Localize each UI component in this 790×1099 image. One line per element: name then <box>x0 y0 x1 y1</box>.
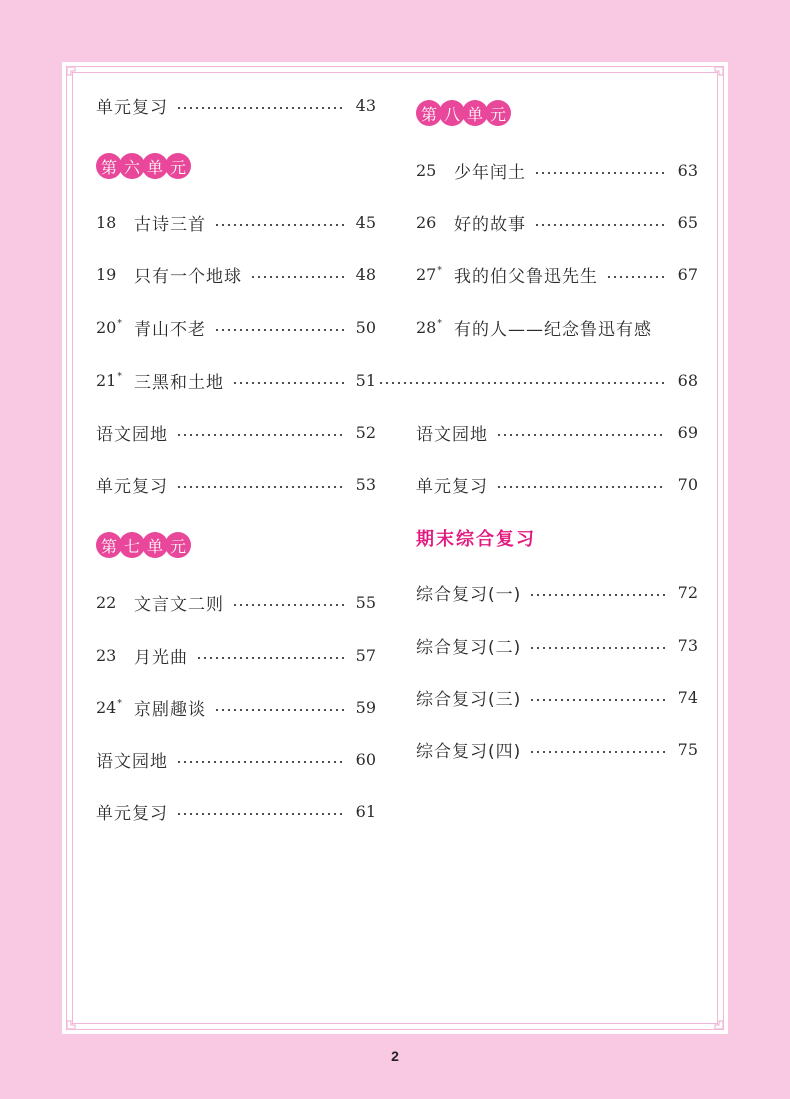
entry-title: 综合复习(四) <box>416 741 522 762</box>
entry-number <box>96 593 134 612</box>
badge-char: 单 <box>142 532 168 558</box>
dot-leader <box>606 276 666 278</box>
entry-page: 43 <box>355 95 376 115</box>
toc-entry[interactable] <box>416 417 698 447</box>
entry-number-text: 19 <box>96 264 117 284</box>
toc-entry[interactable] <box>416 734 698 764</box>
entry-title: 单元复习 <box>416 476 488 497</box>
toc-entry[interactable] <box>96 796 376 826</box>
entry-number <box>96 265 134 284</box>
toc-entry[interactable] <box>96 744 376 774</box>
toc-entry[interactable] <box>416 312 698 342</box>
dot-leader <box>214 709 344 711</box>
entry-page: 45 <box>355 212 376 232</box>
entry-number-text: 21 <box>96 370 117 390</box>
toc-right-column <box>416 0 698 1099</box>
entry-number-text: 22 <box>96 592 117 612</box>
dot-leader <box>250 276 344 278</box>
badge-char: 单 <box>142 153 168 179</box>
toc-entry[interactable] <box>416 259 698 289</box>
dot-leader <box>529 647 665 649</box>
badge-char: 第 <box>96 153 122 179</box>
entry-title: 语文园地 <box>96 424 168 445</box>
toc-entry[interactable] <box>96 587 376 617</box>
dot-leader <box>196 657 344 659</box>
entry-page: 63 <box>677 160 698 180</box>
entry-number <box>96 213 134 232</box>
entry-number <box>96 646 134 665</box>
toc-left-column <box>96 0 376 1099</box>
badge-char: 元 <box>485 100 511 126</box>
badge-char: 单 <box>462 100 488 126</box>
entry-title: 只有一个地球 <box>134 266 242 287</box>
entry-number <box>96 698 134 717</box>
entry-page: 73 <box>677 635 698 655</box>
toc-entry[interactable] <box>96 640 376 670</box>
entry-page: 70 <box>677 474 698 494</box>
entry-page: 55 <box>355 592 376 612</box>
entry-number-text: 26 <box>416 212 437 232</box>
entry-title: 我的伯父鲁迅先生 <box>454 266 598 287</box>
toc-entry[interactable] <box>96 259 376 289</box>
entry-title: 少年闰土 <box>454 162 526 183</box>
entry-title: 京剧趣谈 <box>134 699 206 720</box>
entry-title: 综合复习(三) <box>416 689 522 710</box>
entry-number-text: 28 <box>416 317 437 337</box>
entry-page: 60 <box>355 749 376 769</box>
toc-entry[interactable] <box>416 630 698 660</box>
dot-leader <box>176 813 344 815</box>
badge-char: 第 <box>416 100 442 126</box>
entry-page: 68 <box>677 370 698 390</box>
entry-page: 67 <box>677 264 698 284</box>
entry-page: 52 <box>355 422 376 442</box>
entry-title: 单元复习 <box>96 476 168 497</box>
entry-page: 48 <box>355 264 376 284</box>
entry-number-text: 23 <box>96 645 117 665</box>
entry-number-text: 24 <box>96 697 117 717</box>
entry-title: 综合复习(二) <box>416 637 522 658</box>
entry-number <box>96 371 134 390</box>
optional-star-marker: * <box>437 319 442 330</box>
unit6-badge <box>96 150 188 182</box>
dot-leader <box>529 751 665 753</box>
entry-page: 65 <box>677 212 698 232</box>
entry-number <box>96 318 134 337</box>
entry-page: 53 <box>355 474 376 494</box>
optional-star-marker: * <box>117 699 122 710</box>
dot-leader <box>529 699 665 701</box>
entry-title: 有的人——纪念鲁迅有感 <box>454 319 652 340</box>
entry-page: 69 <box>677 422 698 442</box>
optional-star-marker: * <box>437 266 442 277</box>
optional-star-marker: * <box>117 319 122 330</box>
dot-leader <box>176 486 344 488</box>
badge-char: 八 <box>439 100 465 126</box>
entry-title: 文言文二则 <box>134 594 224 615</box>
entry-number <box>416 318 454 337</box>
dot-leader <box>496 486 666 488</box>
entry-title: 好的故事 <box>454 214 526 235</box>
entry-number <box>416 213 454 232</box>
badge-char: 六 <box>119 153 145 179</box>
badge-char: 元 <box>165 532 191 558</box>
dot-leader <box>232 604 344 606</box>
entry-number-text: 20 <box>96 317 117 337</box>
toc-entry[interactable] <box>96 692 376 722</box>
toc-entry[interactable] <box>416 682 698 712</box>
dot-leader <box>378 382 666 384</box>
entry-title: 综合复习(一) <box>416 584 522 605</box>
entry-title: 古诗三首 <box>134 214 206 235</box>
toc-entry[interactable] <box>96 365 376 395</box>
optional-star-marker: * <box>117 372 122 383</box>
footer-page-number: 2 <box>391 1048 399 1064</box>
toc-entry[interactable] <box>416 577 698 607</box>
entry-page: 74 <box>677 687 698 707</box>
dot-leader <box>232 382 344 384</box>
entry-number-text: 25 <box>416 160 437 180</box>
entry-title: 月光曲 <box>134 647 188 668</box>
entry-title: 青山不老 <box>134 319 206 340</box>
entry-number <box>416 265 454 284</box>
dot-leader <box>534 172 666 174</box>
toc-entry[interactable] <box>416 365 698 395</box>
toc-entry[interactable] <box>416 155 698 185</box>
entry-page: 57 <box>355 645 376 665</box>
dot-leader <box>214 224 344 226</box>
badge-char: 元 <box>165 153 191 179</box>
entry-page: 50 <box>355 317 376 337</box>
entry-number-text: 18 <box>96 212 117 232</box>
final-review-heading: 期末综合复习 <box>416 529 536 550</box>
dot-leader <box>176 107 344 109</box>
entry-page: 72 <box>677 582 698 602</box>
toc-entry[interactable] <box>96 469 376 499</box>
dot-leader <box>534 224 666 226</box>
entry-title: 单元复习 <box>96 803 168 824</box>
toc-entry[interactable] <box>416 469 698 499</box>
unit7-badge <box>96 529 188 561</box>
entry-page: 51 <box>355 370 376 390</box>
badge-char: 第 <box>96 532 122 558</box>
dot-leader <box>214 329 344 331</box>
entry-number-text: 27 <box>416 264 437 284</box>
toc-entry[interactable] <box>96 207 376 237</box>
entry-page: 61 <box>355 801 376 821</box>
badge-char: 七 <box>119 532 145 558</box>
entry-title: 三黑和土地 <box>134 372 224 393</box>
entry-number <box>416 161 454 180</box>
entry-title: 单元复习 <box>96 97 168 118</box>
unit8-badge <box>416 97 508 129</box>
entry-title: 语文园地 <box>96 751 168 772</box>
toc-entry[interactable] <box>96 90 376 120</box>
entry-page: 75 <box>677 739 698 759</box>
entry-page: 59 <box>355 697 376 717</box>
dot-leader <box>496 434 666 436</box>
toc-entry[interactable] <box>416 207 698 237</box>
toc-entry[interactable] <box>96 312 376 342</box>
toc-entry[interactable] <box>96 417 376 447</box>
dot-leader <box>176 761 344 763</box>
dot-leader <box>529 594 665 596</box>
entry-title: 语文园地 <box>416 424 488 445</box>
dot-leader <box>176 434 344 436</box>
